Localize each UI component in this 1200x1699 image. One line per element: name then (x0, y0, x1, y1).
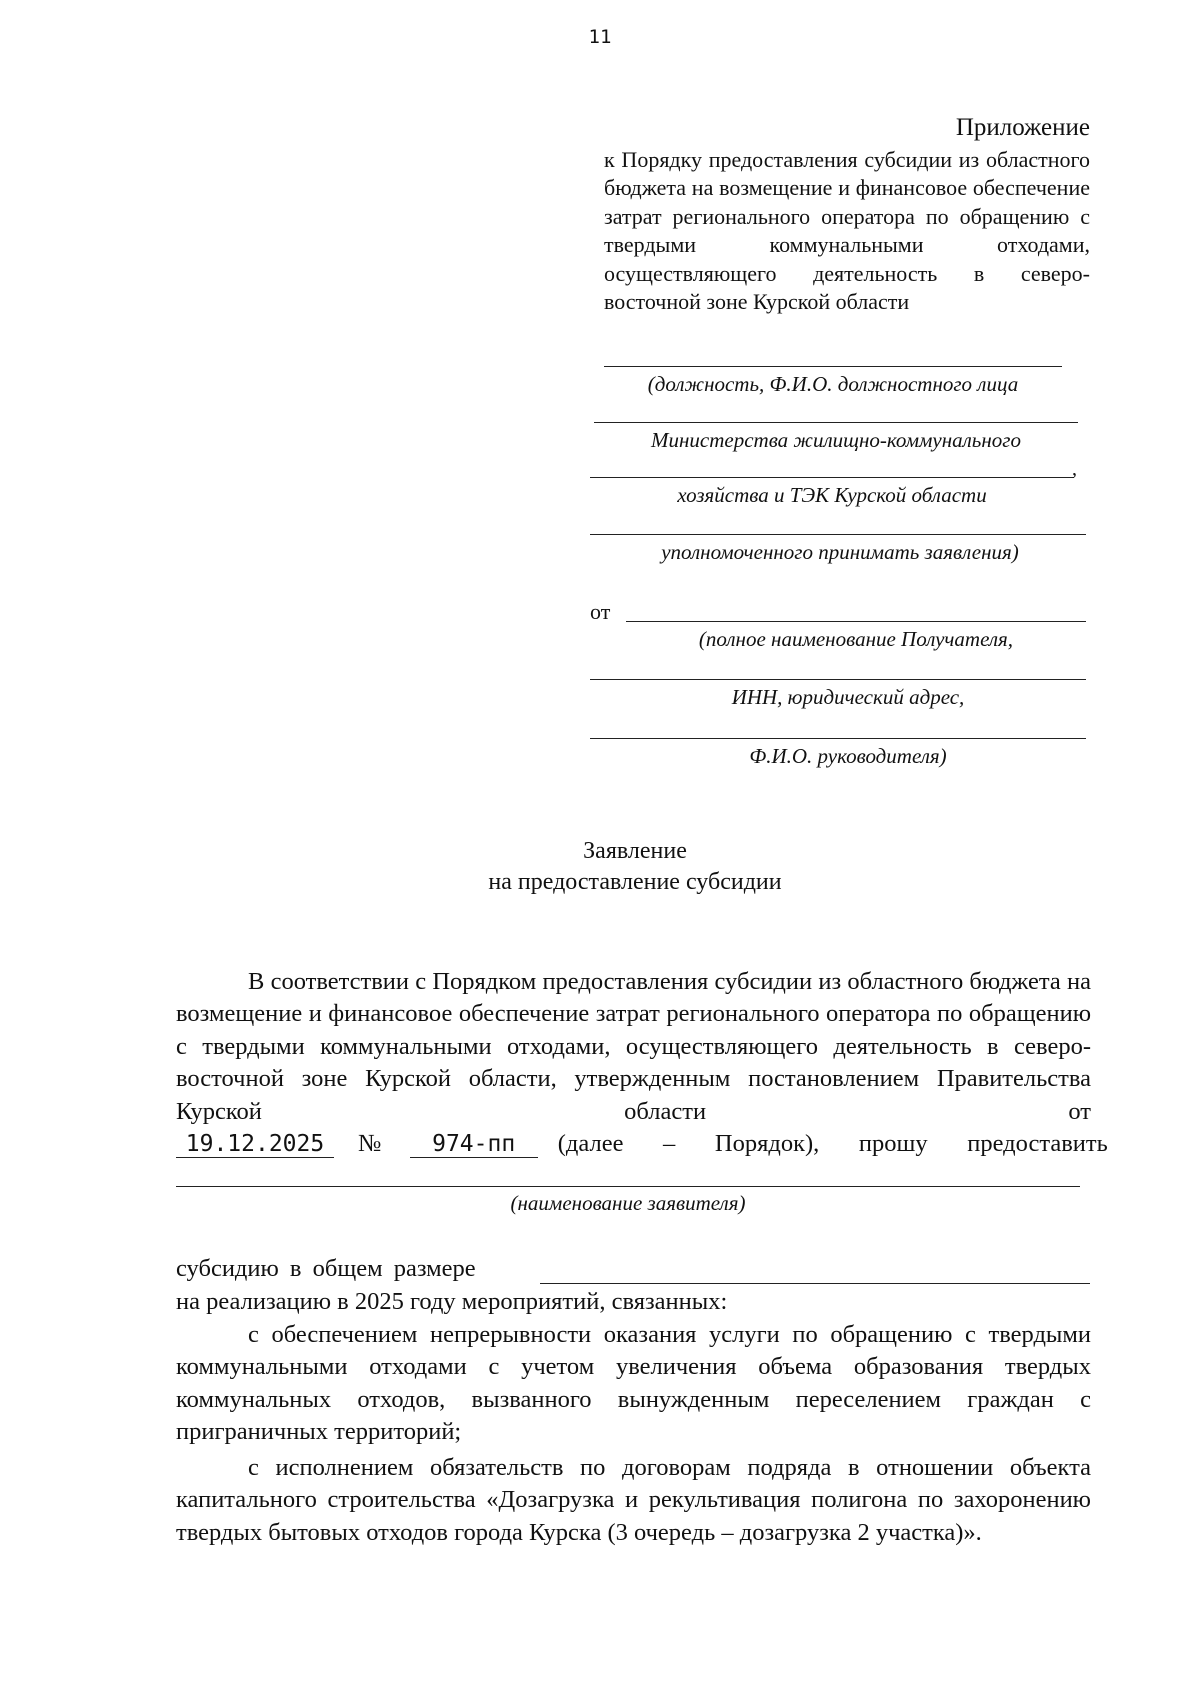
addressee-field-line-3[interactable] (590, 477, 1074, 478)
subsidy-amount-row (176, 1253, 1091, 1285)
order-date-field[interactable]: 19.12.2025 (176, 1131, 334, 1158)
number-sign: № (358, 1130, 382, 1157)
subsidy-amount-label: субсидию в общем размере (176, 1255, 476, 1282)
addressee-field-line-2[interactable] (594, 422, 1078, 423)
appendix-reference-text: к Порядку предоставления субсидии из областного бюджета на возмещение и финансовое обеспечение затрат регионального оператора по обращению с твердыми коммунальными отходами, осуществляющего деятельность в северо-восточной зоне Курской области (604, 147, 1090, 315)
subsidy-amount-field[interactable] (540, 1283, 1090, 1284)
applicant-name-field[interactable] (176, 1186, 1080, 1187)
addressee-caption-4: уполномоченного принимать заявления) (661, 540, 1019, 564)
body-paragraph-2: с обеспечением непрерывности оказания услуги по обращению с твердыми коммунальными отходами с учетом увеличения объема образования твердых коммунальных отходов, вызванного вынужденным переселением граждан с приграничных территорий; (176, 1321, 1091, 1446)
addressee-comma: , (1072, 458, 1077, 480)
addressee-caption-2: Министерства жилищно-коммунального (651, 428, 1021, 452)
addressee-caption-1: (должность, Ф.И.О. должностного лица (647, 372, 1019, 396)
sender-from-label: от (590, 599, 611, 624)
applicant-name-caption: (наименование заявителя) (510, 1191, 746, 1215)
document-title: Заявление (583, 838, 687, 864)
appendix-title: Приложение (955, 114, 1090, 141)
addressee-caption-3: хозяйства и ТЭК Курской области (677, 483, 987, 507)
sender-field-line-3[interactable] (590, 738, 1086, 739)
order-reference-tail: (далее – Порядок), прошу предоставить (557, 1130, 1108, 1157)
sender-caption-3: Ф.И.О. руководителя) (749, 744, 947, 768)
sender-caption-2: ИНН, юридический адрес, (731, 685, 965, 709)
addressee-field-line-4[interactable] (590, 534, 1086, 535)
order-number-field[interactable]: 974-пп (410, 1131, 538, 1158)
purpose-line: на реализацию в 2025 году мероприятий, связанных: (176, 1288, 728, 1315)
page-number: 11 (588, 26, 612, 48)
document-subtitle: на предоставление субсидии (488, 869, 782, 895)
sender-caption-1: (полное наименование Получателя, (698, 627, 1014, 651)
addressee-field-line-1[interactable] (604, 366, 1062, 367)
sender-field-line-1[interactable] (626, 621, 1086, 622)
body-paragraph-1: В соответствии с Порядком предоставления субсидии из областного бюджета на возмещение и финансовое обеспечение затрат регионального оператора по обращению с твердыми коммунальными отходами, осуществляющего деятельность в северо-восточной зоне Курской области, утвержденным постановлением Правительства Курской области от (176, 968, 1091, 1125)
sender-field-line-2[interactable] (590, 679, 1086, 680)
body-paragraph-3: с исполнением обязательств по договорам подряда в отношении объекта капитального строительства «Дозагрузка и рекультивация полигона по захоронению твердых бытовых отходов города Курска (3 очередь – дозагрузка 2 участка)». (176, 1454, 1091, 1546)
order-reference-row (176, 1128, 1108, 1160)
